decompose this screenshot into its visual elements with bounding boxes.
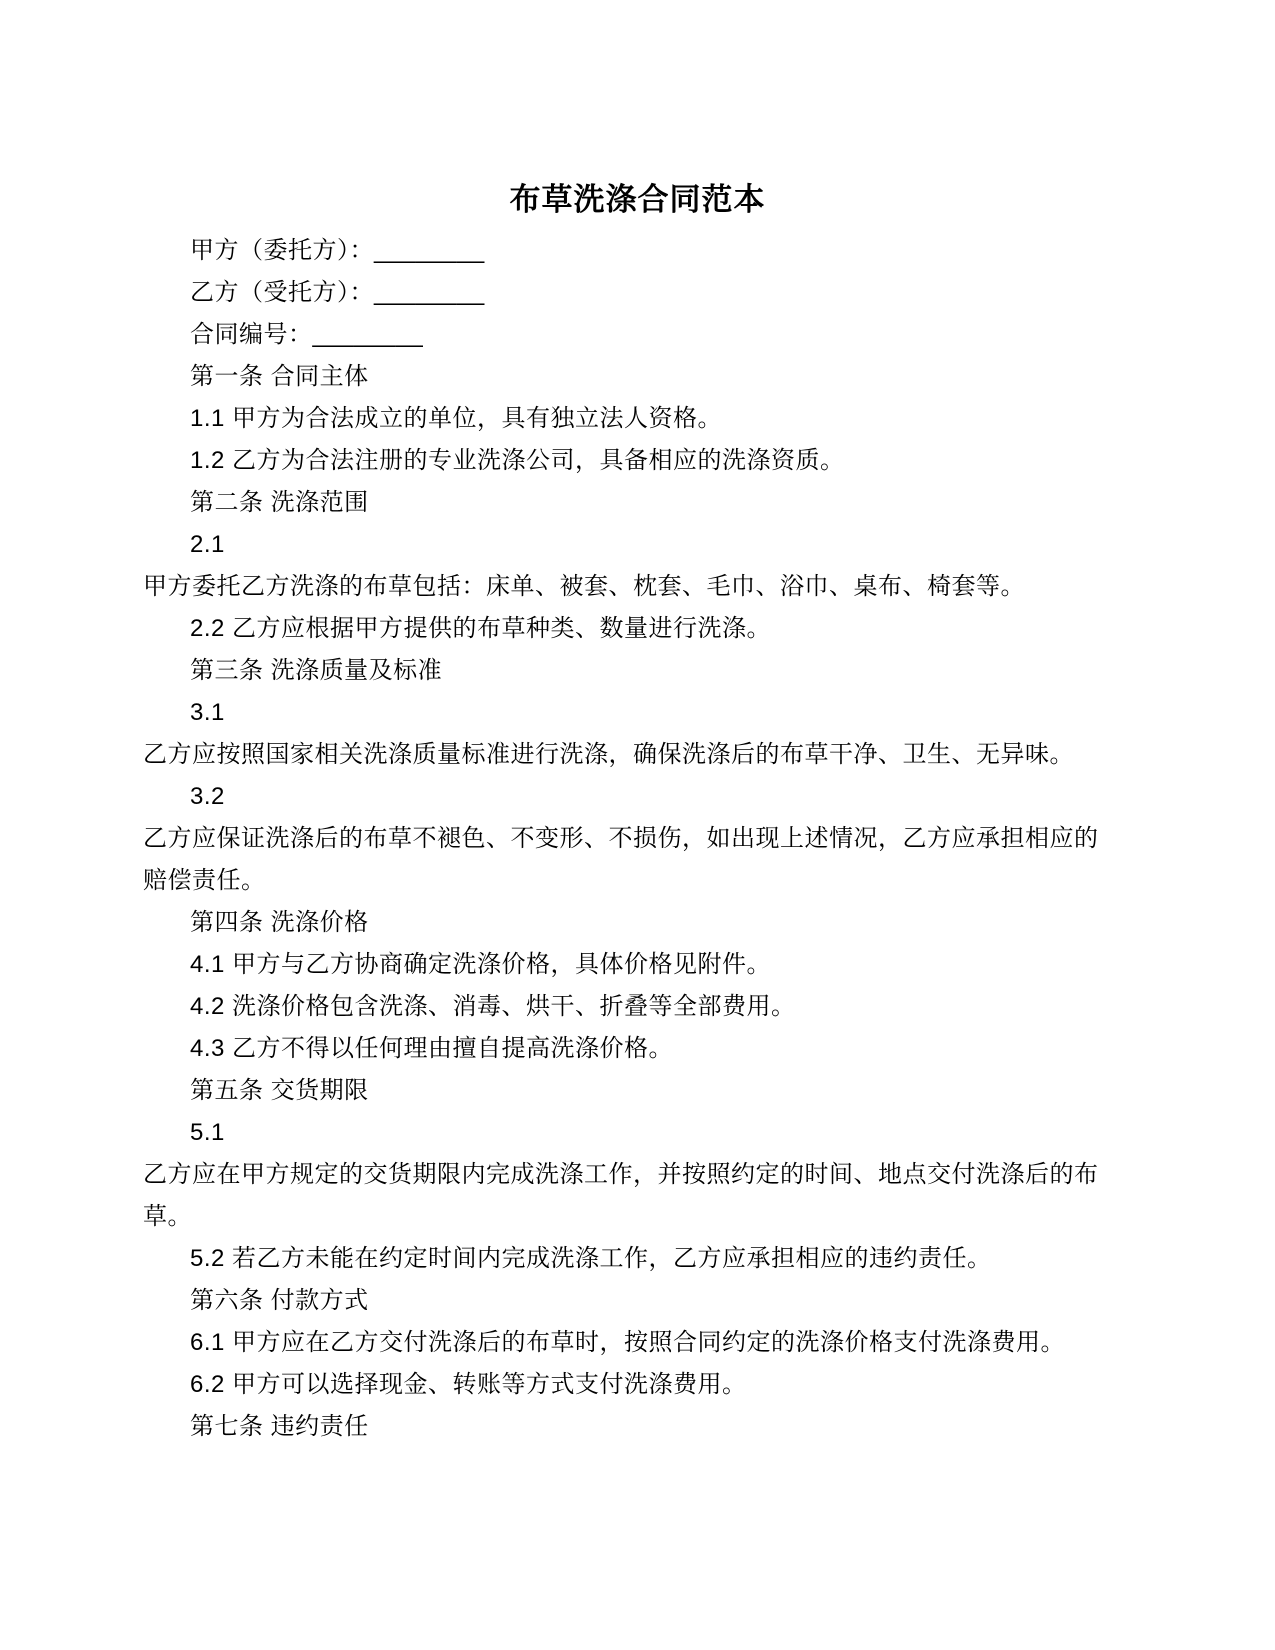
paragraph-line: 甲方委托乙方洗涤的布草包括：床单、被套、枕套、毛巾、浴巾、桌布、椅套等。 xyxy=(143,573,1025,600)
paragraph-line: 乙方应在甲方规定的交货期限内完成洗涤工作，并按照约定的时间、地点交付洗涤后的布 xyxy=(143,1161,1099,1188)
paragraph-line: 第三条 洗涤质量及标准 xyxy=(190,657,443,684)
paragraph-line: 乙方应保证洗涤后的布草不褪色、不变形、不损伤，如出现上述情况，乙方应承担相应的 xyxy=(143,825,1099,852)
paragraph-line: 2.2 乙方应根据甲方提供的布草种类、数量进行洗涤。 xyxy=(190,615,772,642)
paragraph-line: 乙方（受托方）：________ xyxy=(190,279,485,306)
paragraph-line: 第七条 违约责任 xyxy=(190,1413,369,1440)
paragraph-line: 第一条 合同主体 xyxy=(190,363,369,390)
paragraph-line: 乙方应按照国家相关洗涤质量标准进行洗涤，确保洗涤后的布草干净、卫生、无异味。 xyxy=(143,741,1074,768)
paragraph-line: 第四条 洗涤价格 xyxy=(190,909,369,936)
paragraph-line: 2.1 xyxy=(190,531,225,558)
paragraph-line: 6.2 甲方可以选择现金、转账等方式支付洗涤费用。 xyxy=(190,1371,747,1398)
paragraph-line: 4.2 洗涤价格包含洗涤、消毒、烘干、折叠等全部费用。 xyxy=(190,993,796,1020)
paragraph-line: 第五条 交货期限 xyxy=(190,1077,369,1104)
paragraph-line: 4.1 甲方与乙方协商确定洗涤价格，具体价格见附件。 xyxy=(190,951,772,978)
paragraph-line: 1.2 乙方为合法注册的专业洗涤公司，具备相应的洗涤资质。 xyxy=(190,447,845,474)
paragraph-line: 赔偿责任。 xyxy=(143,867,266,894)
document-title: 布草洗涤合同范本 xyxy=(509,182,766,217)
paragraph-line: 甲方（委托方）：________ xyxy=(190,237,485,264)
paragraph-line: 5.2 若乙方未能在约定时间内完成洗涤工作，乙方应承担相应的违约责任。 xyxy=(190,1245,992,1272)
paragraph-line: 1.1 甲方为合法成立的单位，具有独立法人资格。 xyxy=(190,405,723,432)
paragraph-line: 5.1 xyxy=(190,1119,225,1146)
paragraph-line: 合同编号：________ xyxy=(190,321,424,348)
paragraph-line: 3.2 xyxy=(190,783,225,810)
paragraph-line: 3.1 xyxy=(190,699,225,726)
paragraph-line: 6.1 甲方应在乙方交付洗涤后的布草时，按照合同约定的洗涤价格支付洗涤费用。 xyxy=(190,1329,1066,1356)
paragraph-line: 4.3 乙方不得以任何理由擅自提高洗涤价格。 xyxy=(190,1035,674,1062)
paragraph-line: 第二条 洗涤范围 xyxy=(190,489,369,516)
paragraph-line: 草。 xyxy=(143,1203,192,1230)
document-body xyxy=(143,230,1132,1448)
paragraph-line: 第六条 付款方式 xyxy=(190,1287,369,1314)
